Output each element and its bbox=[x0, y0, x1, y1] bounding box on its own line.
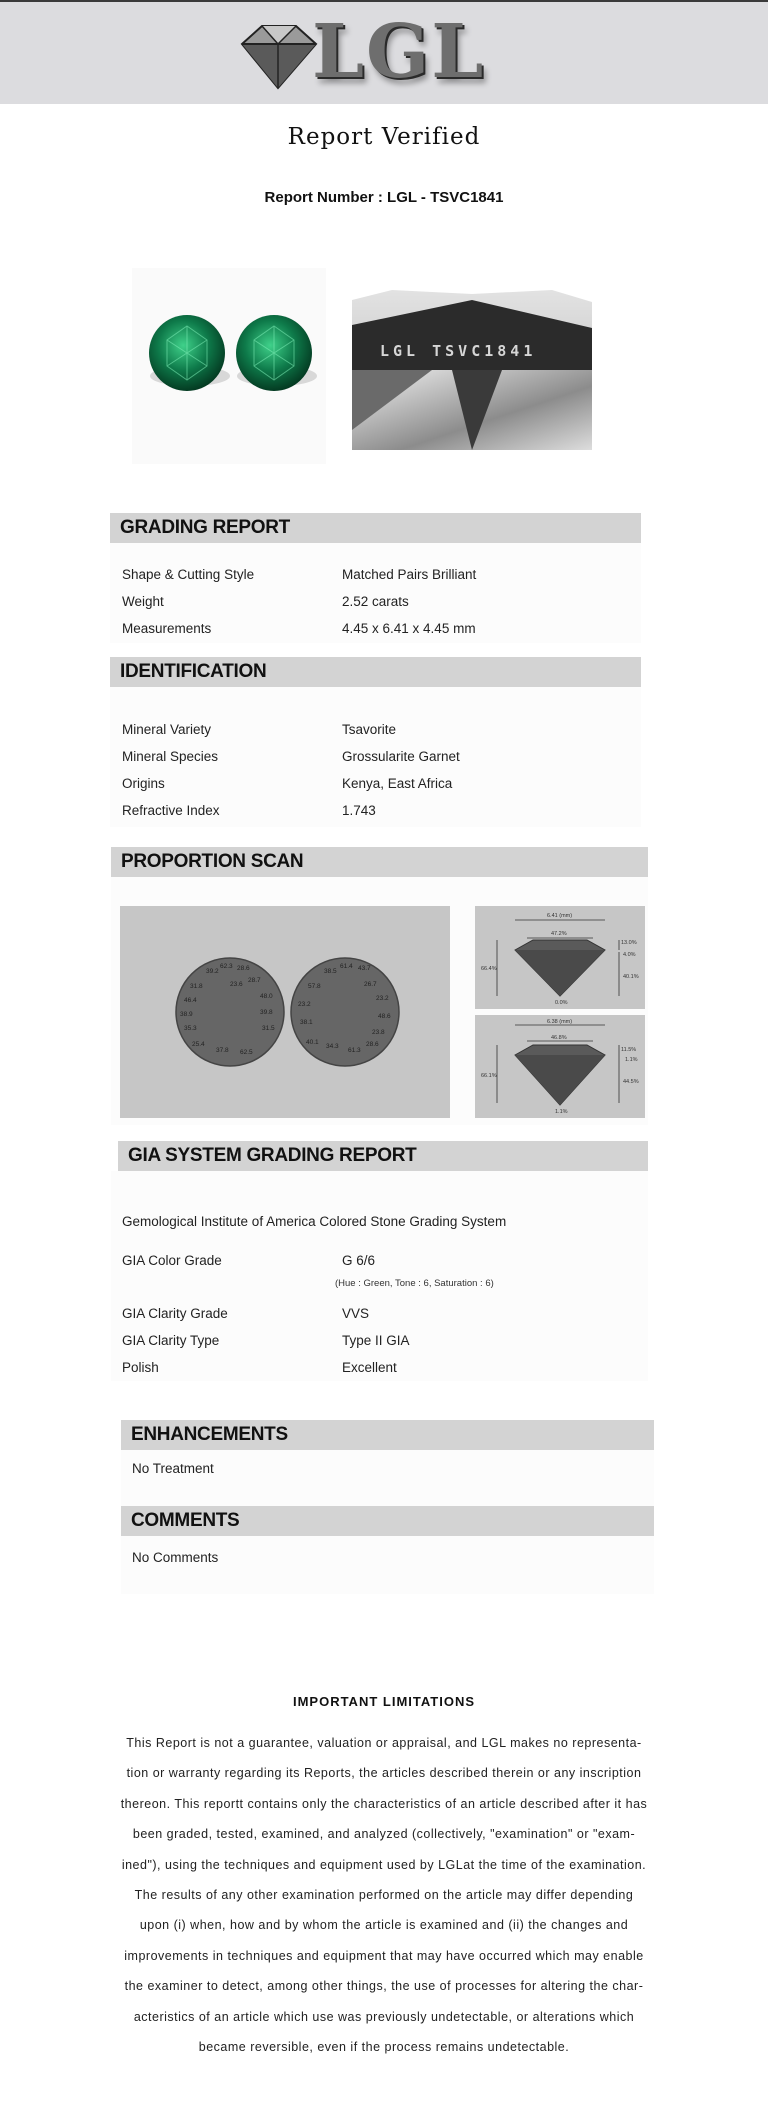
enhancements-panel bbox=[121, 1450, 654, 1506]
svg-text:38.9: 38.9 bbox=[180, 1011, 193, 1018]
svg-text:43.7: 43.7 bbox=[358, 965, 371, 972]
svg-text:46.8%: 46.8% bbox=[551, 1035, 567, 1041]
svg-text:66.1%: 66.1% bbox=[481, 1073, 497, 1079]
svg-text:62.3: 62.3 bbox=[220, 963, 233, 970]
svg-text:13.0%: 13.0% bbox=[621, 940, 637, 946]
svg-text:25.4: 25.4 bbox=[192, 1041, 205, 1048]
refractive-index-value: 1.743 bbox=[342, 803, 376, 818]
mineral-species-label: Mineral Species bbox=[122, 749, 219, 764]
identification-header: IDENTIFICATION bbox=[110, 657, 641, 687]
report-number: Report Number : LGL - TSVC1841 bbox=[264, 189, 504, 206]
svg-text:6.38 (mm): 6.38 (mm) bbox=[547, 1019, 573, 1025]
svg-text:38.5: 38.5 bbox=[324, 968, 337, 975]
measurements-value: 4.45 x 6.41 x 4.45 mm bbox=[342, 621, 476, 636]
polish-label: Polish bbox=[122, 1360, 159, 1375]
svg-text:23.2: 23.2 bbox=[298, 1001, 311, 1008]
proportion-scan-header: PROPORTION SCAN bbox=[111, 847, 648, 877]
inscription-text: LGL TSVC1841 bbox=[380, 342, 537, 360]
header-banner bbox=[0, 0, 768, 104]
svg-text:61.3: 61.3 bbox=[348, 1047, 361, 1054]
mineral-variety-value: Tsavorite bbox=[342, 722, 397, 737]
enhancements-header: ENHANCEMENTS bbox=[121, 1420, 654, 1450]
profile-view-scan-top bbox=[475, 906, 645, 1009]
svg-text:23.2: 23.2 bbox=[376, 995, 389, 1002]
svg-text:37.8: 37.8 bbox=[216, 1047, 229, 1054]
comments-header: COMMENTS bbox=[121, 1506, 654, 1536]
svg-text:34.3: 34.3 bbox=[326, 1043, 339, 1050]
lgl-logo bbox=[232, 9, 492, 96]
svg-text:39.8: 39.8 bbox=[260, 1009, 273, 1016]
mineral-species-value: Grossularite Garnet bbox=[342, 749, 460, 764]
svg-text:28.6: 28.6 bbox=[366, 1041, 379, 1048]
origins-value: Kenya, East Africa bbox=[342, 776, 453, 791]
svg-text:1.1%: 1.1% bbox=[555, 1109, 568, 1115]
page-title: Report Verified bbox=[287, 124, 481, 150]
mineral-variety-label: Mineral Variety bbox=[122, 722, 212, 737]
gia-color-note: (Hue : Green, Tone : 6, Saturation : 6) bbox=[335, 1278, 494, 1289]
comments-text: No Comments bbox=[132, 1550, 219, 1565]
svg-text:35.3: 35.3 bbox=[184, 1025, 197, 1032]
svg-text:6.41 (mm): 6.41 (mm) bbox=[547, 913, 573, 919]
measurements-label: Measurements bbox=[122, 621, 212, 636]
svg-text:48.6: 48.6 bbox=[378, 1013, 391, 1020]
grading-report-header: GRADING REPORT bbox=[110, 513, 641, 543]
svg-text:11.5%: 11.5% bbox=[621, 1047, 637, 1053]
crown-view-scan bbox=[120, 906, 450, 1118]
svg-text:61.4: 61.4 bbox=[340, 963, 353, 970]
svg-text:38.1: 38.1 bbox=[300, 1019, 313, 1026]
girdle-inscription-photo bbox=[352, 270, 592, 450]
svg-text:4.0%: 4.0% bbox=[623, 952, 636, 958]
diamond-icon bbox=[232, 16, 322, 96]
svg-text:66.4%: 66.4% bbox=[481, 966, 497, 972]
svg-text:40.1%: 40.1% bbox=[623, 974, 639, 980]
svg-text:62.5: 62.5 bbox=[240, 1049, 253, 1056]
gia-clarity-type-label: GIA Clarity Type bbox=[122, 1333, 220, 1348]
svg-text:46.4: 46.4 bbox=[184, 997, 197, 1004]
svg-text:48.0: 48.0 bbox=[260, 993, 273, 1000]
svg-text:23.8: 23.8 bbox=[372, 1029, 385, 1036]
weight-label: Weight bbox=[122, 594, 164, 609]
gia-clarity-grade-value: VVS bbox=[342, 1306, 370, 1321]
svg-text:40.1: 40.1 bbox=[306, 1039, 319, 1046]
svg-text:28.7: 28.7 bbox=[248, 977, 261, 984]
gia-clarity-grade-label: GIA Clarity Grade bbox=[122, 1306, 228, 1321]
svg-text:0.0%: 0.0% bbox=[555, 1000, 568, 1006]
limitations-text: This Report is not a guarantee, valuation or appraisal, and LGL makes no representa-tion or warranty regarding its Reports, the articles described therein or any inscription thereon. This reportt contains only the characteristics of an article described after it has been graded, tested, examined, and analyzed (collectively, "examination" or "exam-ined"), using the techniques and equipment used by LGLat the time of the examination. The results of any other examination performed on the article may differ depending upon (i) when, how and by whom the article is examined and (ii) the changes and improvements in techniques and equipment that may have occurred which may enable the examiner to detect, among other things, the use of processes for altering the char-acteristics of an article which use was previously undetectable, or alterations which became reversible, even if the process remains undetectable. bbox=[120, 1736, 648, 2055]
polish-value: Excellent bbox=[342, 1360, 397, 1375]
svg-text:31.8: 31.8 bbox=[190, 983, 203, 990]
gia-color-grade-value: G 6/6 bbox=[342, 1253, 376, 1268]
logo-text: LGL bbox=[312, 9, 486, 95]
grading-report-panel bbox=[110, 543, 641, 643]
svg-text:39.2: 39.2 bbox=[206, 968, 219, 975]
shape-label: Shape & Cutting Style bbox=[122, 567, 255, 582]
weight-value: 2.52 carats bbox=[342, 594, 409, 609]
gia-subtitle: Gemological Institute of America Colored Stone Grading System bbox=[122, 1214, 507, 1229]
shape-value: Matched Pairs Brilliant bbox=[342, 567, 477, 582]
svg-text:23.6: 23.6 bbox=[230, 981, 243, 988]
gia-report-header: GIA SYSTEM GRADING REPORT bbox=[118, 1141, 648, 1171]
identification-panel bbox=[110, 687, 641, 827]
gia-clarity-type-value: Type II GIA bbox=[342, 1333, 410, 1348]
comments-panel bbox=[121, 1536, 654, 1594]
refractive-index-label: Refractive Index bbox=[122, 803, 220, 818]
svg-text:28.6: 28.6 bbox=[237, 965, 250, 972]
origins-label: Origins bbox=[122, 776, 165, 791]
svg-text:31.5: 31.5 bbox=[262, 1025, 275, 1032]
svg-text:44.5%: 44.5% bbox=[623, 1079, 639, 1085]
enhancements-text: No Treatment bbox=[132, 1461, 214, 1476]
limitations-title: IMPORTANT LIMITATIONS bbox=[292, 1694, 476, 1709]
gia-report-panel bbox=[111, 1171, 648, 1381]
svg-text:26.7: 26.7 bbox=[364, 981, 377, 988]
svg-text:1.1%: 1.1% bbox=[625, 1057, 638, 1063]
svg-text:47.2%: 47.2% bbox=[551, 931, 567, 937]
svg-text:57.8: 57.8 bbox=[308, 983, 321, 990]
gem-photo-pair bbox=[132, 268, 326, 464]
gia-color-grade-label: GIA Color Grade bbox=[122, 1253, 222, 1268]
profile-view-scan-bottom bbox=[475, 1015, 645, 1118]
